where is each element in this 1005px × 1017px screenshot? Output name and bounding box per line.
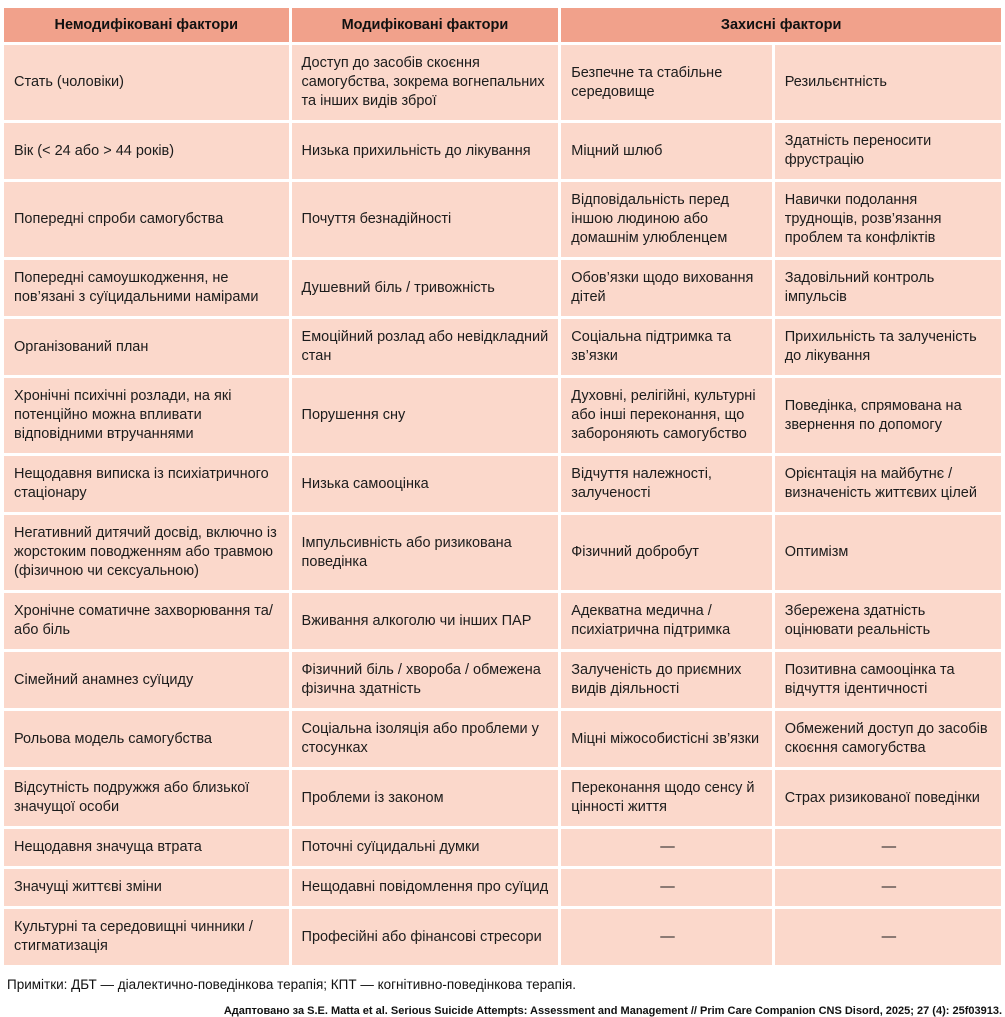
table-cell: Страх ризикованої поведінки <box>775 770 1001 826</box>
table-cell-empty: — <box>775 869 1001 906</box>
table-cell: Душевний біль / тривожність <box>292 260 559 316</box>
footnote: Примітки: ДБТ — діалектично-поведінкова терапія; КПТ — когнітивно-поведінкова терапія. <box>7 977 577 992</box>
table-cell: Міцний шлюб <box>561 123 771 179</box>
table-row <box>4 909 1001 965</box>
header-nonmodifiable: Немодифіковані фактори <box>4 8 289 42</box>
table-row <box>4 515 1001 590</box>
table-cell: Організований план <box>4 319 289 375</box>
table-cell: Безпечне та стабільне середовище <box>561 45 771 120</box>
table-row <box>4 593 1001 649</box>
table-cell: Відчуття належності, залученості <box>561 456 771 512</box>
table-cell-empty: — <box>561 869 771 906</box>
risk-factors-table <box>1 5 1004 968</box>
table-cell: Залученість до приємних видів діяльності <box>561 652 771 708</box>
table-row <box>4 45 1001 120</box>
table-cell: Фізичний добробут <box>561 515 771 590</box>
table-cell: Рольова модель самогубства <box>4 711 289 767</box>
table-cell: Відсутність подружжя або близької значущої особи <box>4 770 289 826</box>
table-row <box>4 182 1001 257</box>
table-row <box>4 829 1001 866</box>
table-cell: Культурні та середовищні чинники / стигматизація <box>4 909 289 965</box>
table-cell: Нещодавня значуща втрата <box>4 829 289 866</box>
table-cell: Міцні міжособистісні зв’язки <box>561 711 771 767</box>
table-cell-empty: — <box>775 909 1001 965</box>
table-cell: Стать (чоловіки) <box>4 45 289 120</box>
table-cell: Адекватна медична / психіатрична підтримка <box>561 593 771 649</box>
table-cell: Оптимізм <box>775 515 1001 590</box>
table-cell: Значущі життєві зміни <box>4 869 289 906</box>
table-cell: Низька прихильність до лікування <box>292 123 559 179</box>
table-cell: Збережена здатність оцінювати реальність <box>775 593 1001 649</box>
table-row <box>4 711 1001 767</box>
table-cell: Прихильність та залученість до лікування <box>775 319 1001 375</box>
table-cell: Імпульсивність або ризикована поведінка <box>292 515 559 590</box>
table-cell: Фізичний біль / хвороба / обмежена фізична здатність <box>292 652 559 708</box>
table-cell: Попередні спроби самогубства <box>4 182 289 257</box>
header-modifiable: Модифіковані фактори <box>292 8 559 42</box>
table-cell: Нещодавні повідомлення про суїцид <box>292 869 559 906</box>
table-row <box>4 260 1001 316</box>
table-cell: Орієнтація на майбутнє / визначеність життєвих цілей <box>775 456 1001 512</box>
table-cell: Хронічні психічні розлади, на які потенційно можна впливати відповідними втручаннями <box>4 378 289 453</box>
table-cell: Вживання алкоголю чи інших ПАР <box>292 593 559 649</box>
header-row <box>4 8 1001 42</box>
table-cell: Соціальна підтримка та зв’язки <box>561 319 771 375</box>
table-cell: Здатність переносити фрустрацію <box>775 123 1001 179</box>
table-cell: Вік (< 24 або > 44 років) <box>4 123 289 179</box>
attribution: Адаптовано за S.E. Matta et al. Serious Suicide Attempts: Assessment and Management // Prim Care Companion CNS Disord, 2025; 27 (4): 25f03913. <box>223 1005 1002 1017</box>
table-cell: Обмежений доступ до засобів скоєння самогубства <box>775 711 1001 767</box>
table-cell: Поточні суїцидальні думки <box>292 829 559 866</box>
table-cell: Негативний дитячий досвід, включно із жорстоким поводженням або травмою (фізичною чи сексуальною) <box>4 515 289 590</box>
table-cell: Доступ до засобів скоєння самогубства, зокрема вогнепальних та інших видів зброї <box>292 45 559 120</box>
table-cell: Відповідальність перед іншою людиною або домашнім улюбленцем <box>561 182 771 257</box>
table-cell: Почуття безнадійності <box>292 182 559 257</box>
table-cell: Духовні, релігійні, культурні або інші переконання, що забороняють самогубство <box>561 378 771 453</box>
table-cell: Сімейний анамнез суїциду <box>4 652 289 708</box>
table-cell: Порушення сну <box>292 378 559 453</box>
table-row <box>4 770 1001 826</box>
table-cell-empty: — <box>561 909 771 965</box>
table-row <box>4 319 1001 375</box>
table-cell: Професійні або фінансові стресори <box>292 909 559 965</box>
table-cell: Проблеми із законом <box>292 770 559 826</box>
table-cell: Резильєнтність <box>775 45 1001 120</box>
table-cell: Хронічне соматичне захворювання та/або біль <box>4 593 289 649</box>
header-protective: Захисні фактори <box>561 8 1001 42</box>
table-cell: Задовільний контроль імпульсів <box>775 260 1001 316</box>
table-row <box>4 378 1001 453</box>
table-cell-empty: — <box>561 829 771 866</box>
table-cell: Низька самооцінка <box>292 456 559 512</box>
table-cell: Переконання щодо сенсу й цінності життя <box>561 770 771 826</box>
table-row <box>4 123 1001 179</box>
table-row <box>4 869 1001 906</box>
table-cell: Обов’язки щодо виховання дітей <box>561 260 771 316</box>
table-row <box>4 652 1001 708</box>
table-cell: Позитивна самооцінка та відчуття ідентичності <box>775 652 1001 708</box>
table-cell: Попередні самоушкодження, не пов’язані з суїцидальними намірами <box>4 260 289 316</box>
table-cell: Навички подолання труднощів, розв’язання проблем та конфліктів <box>775 182 1001 257</box>
table-cell: Емоційний розлад або невідкладний стан <box>292 319 559 375</box>
table-cell: Поведінка, спрямована на звернення по допомогу <box>775 378 1001 453</box>
table-cell-empty: — <box>775 829 1001 866</box>
table-cell: Соціальна ізоляція або проблеми у стосунках <box>292 711 559 767</box>
table-row <box>4 456 1001 512</box>
table-cell: Нещодавня виписка із психіатричного стаціонару <box>4 456 289 512</box>
